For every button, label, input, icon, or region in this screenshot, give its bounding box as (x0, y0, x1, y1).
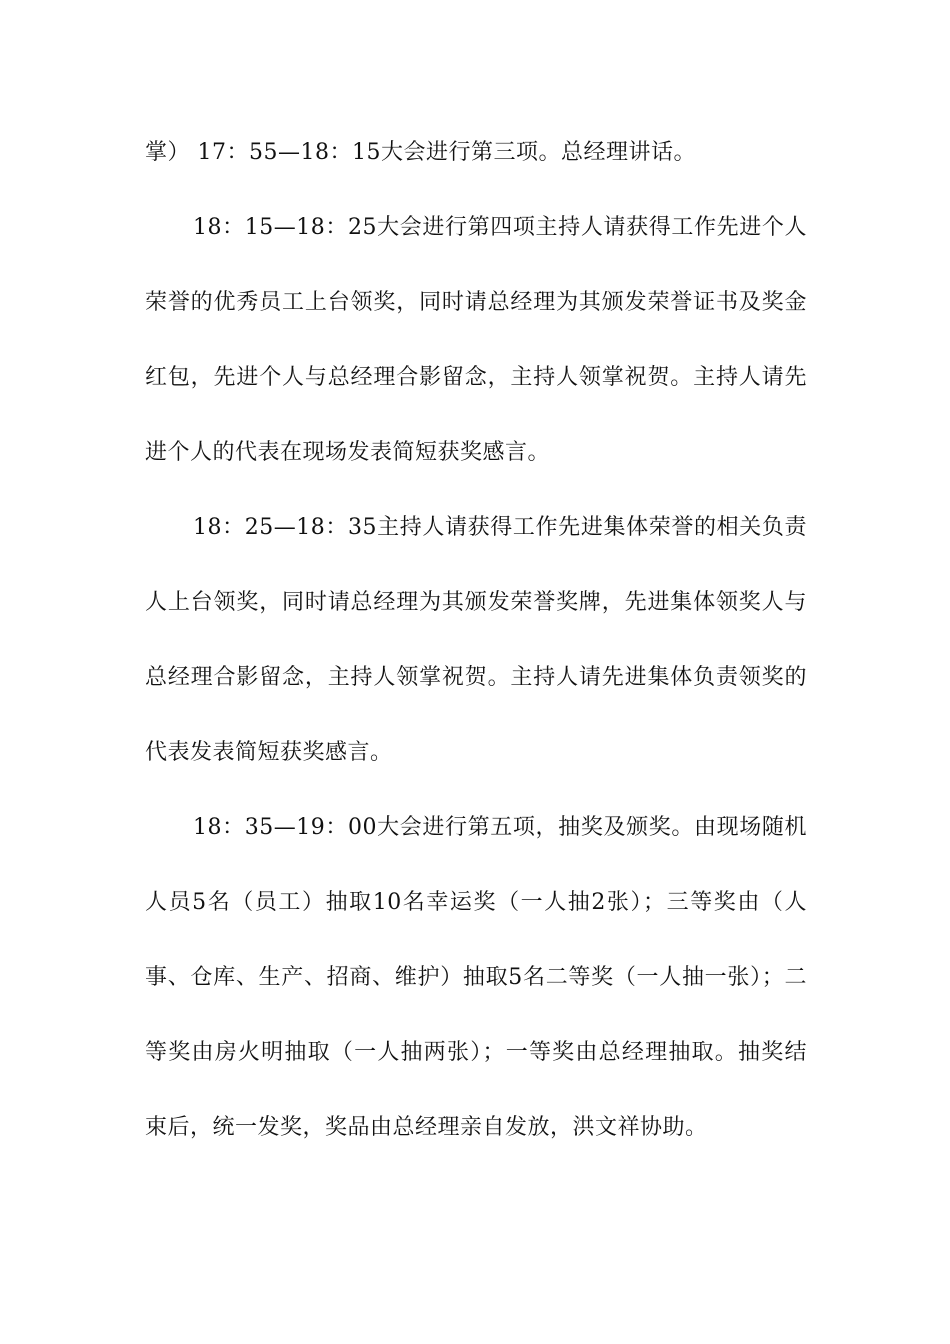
document-body (145, 115, 807, 1165)
paragraph-agenda-item-5-lottery: 18：35—19：00大会进行第五项，抽奖及颁奖。由现场随机人员5名（员工）抽取10名幸运奖（一人抽2张）；三等奖由（人事、仓库、生产、招商、维护）抽取5名二等奖（一人抽一张）；二等奖由房火明抽取（一人抽两张）；一等奖由总经理抽取。抽奖结束后，统一发奖，奖品由总经理亲自发放，洪文祥协助。 (145, 815, 807, 1140)
paragraph-agenda-item-4-collective-awards: 18：25—18：35主持人请获得工作先进集体荣誉的相关负责人上台领奖，同时请总经理为其颁发荣誉奖牌，先进集体领奖人与总经理合影留念，主持人领掌祝贺。主持人请先进集体负责领奖的代表发表简短获奖感言。 (145, 515, 807, 765)
paragraph-agenda-item-4-individual-awards: 18：15—18：25大会进行第四项主持人请获得工作先进个人荣誉的优秀员工上台领奖，同时请总经理为其颁发荣誉证书及奖金红包，先进个人与总经理合影留念，主持人领掌祝贺。主持人请先进个人的代表在现场发表简短获奖感言。 (145, 215, 807, 465)
paragraph-agenda-item-3: 掌） 17：55—18：15大会进行第三项。总经理讲话。 (145, 140, 696, 165)
